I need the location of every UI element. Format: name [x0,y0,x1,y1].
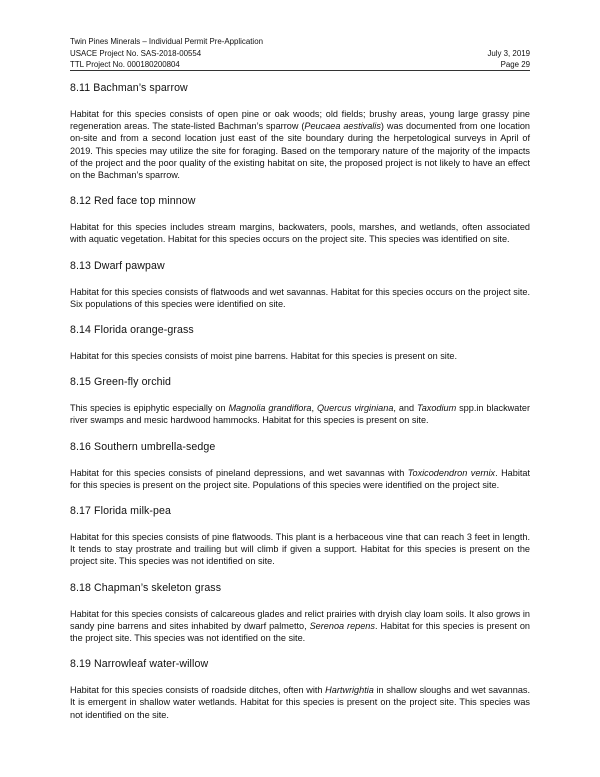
section-heading: 8.13 Dwarf pawpaw [70,259,165,272]
section-paragraph: Habitat for this species consists of calcareous glades and relict prairies with dryish clay loam soils. It also grows in sandy pine barrens and sites inhabited by dwarf palmetto, Serenoa repens. Habitat for this species is present on the project site. This species was not identified on the site. [70,608,530,644]
section-paragraph: Habitat for this species includes stream margins, backwaters, pools, marshes, and wetlands, often associated with aquatic vegetation. Habitat for this species occurs on the project site. This species was identified on site. [70,222,530,245]
species-name: Peucaea aestivalis [304,121,381,132]
header-title: Twin Pines Minerals – Individual Permit Pre-Application [70,37,263,46]
page-header [70,36,530,71]
section-paragraph: Habitat for this species consists of moist pine barrens. Habitat for this species is present on site. [70,351,457,362]
section-heading: 8.18 Chapman’s skeleton grass [70,581,222,594]
section-heading: 8.17 Florida milk-pea [70,505,172,518]
section-heading: 8.12 Red face top minnow [70,195,196,208]
species-name: Magnolia grandiflora [228,403,312,414]
section-paragraph: Habitat for this species consists of pine flatwoods. This plant is a herbaceous vine that can reach 3 feet in length. It tends to stay prostrate and trailing but will climb if given a support. Habitat for this species is present on the project site. This species was not identified on site. [70,532,530,567]
species-name: Toxicodendron vernix [407,467,496,478]
section-paragraph: Habitat for this species consists of open pine or oak woods; old fields; brushy areas, young large grassy pine regeneration areas. The state-listed Bachman’s sparrow (Peucaea aestivalis) was documented from one location on-site and from a second location just east of the site boundary during the herpetological surveys in April of 2019. This species may utilize the site for foraging. Based on the temporary nature of the majority of the impacts of the project and the poor quality of the existing habitat on site, the proposed project is not likely to have an effect on the Bachman’s sparrow. [70,109,531,181]
section-paragraph: Habitat for this species consists of roadside ditches, often with Hartwrightia in shallow sloughs and wet savannas. It is emergent in shallow water wetlands. Habitat for this species is present on the project site. This species was not identified on the site. [70,685,530,720]
ttl-project-number: TTL Project No. 000180200804 [70,60,180,69]
section-paragraph: Habitat for this species consists of pineland depressions, and wet savannas with Toxicodendron vernix. Habitat for this species is present on the project site. Populations of this species were identified on the project site. [70,467,531,490]
header-divider [70,70,530,71]
header-date: July 3, 2019 [487,48,530,58]
species-name: Taxodium [416,403,457,414]
section-paragraph: This species is epiphytic especially on Magnolia grandiflora, Quercus virginiana, and Taxodium spp.in blackwater river swamps and mesic hardwood hammocks. Habitat for this species is present on site. [70,403,530,426]
section-heading: 8.15 Green-fly orchid [70,376,172,389]
section-heading: 8.11 Bachman’s sparrow [70,82,188,94]
page-number: Page 29 [500,60,530,69]
usace-project-number: USACE Project No. SAS-2018-00554 [70,48,202,58]
species-name: Hartwrightia [325,685,374,696]
header-row-project [70,48,530,60]
document-body [70,82,530,735]
section-heading: 8.16 Southern umbrella-sedge [70,440,216,453]
section-heading: 8.14 Florida orange-grass [70,324,194,337]
section-heading: 8.19 Narrowleaf water-willow [70,658,209,671]
species-name: Serenoa repens [309,620,375,631]
header-row-ttl [70,59,530,71]
section-paragraph: Habitat for this species consists of flatwoods and wet savannas. Habitat for this species occurs on the project site. Six populations of this species were identified on site. [70,286,530,309]
species-name: Quercus virginiana [316,403,394,414]
